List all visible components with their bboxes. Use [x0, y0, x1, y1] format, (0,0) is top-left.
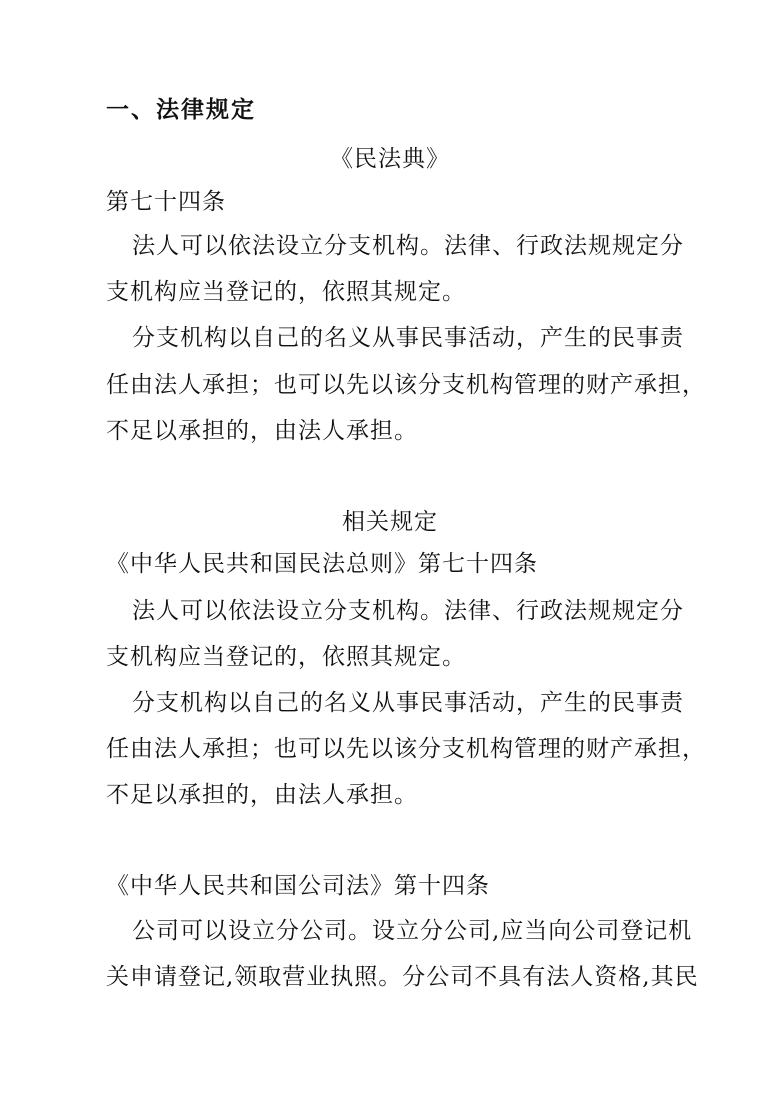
general-principles-para1-line: 法人可以依法设立分支机构。法律、行政法规规定分	[132, 598, 684, 624]
civil-code-para2-line: 任由法人承担；也可以先以该分支机构管理的财产承担，	[106, 372, 706, 398]
section-heading: 一、法律规定	[106, 96, 256, 123]
civil-code-para2-line: 不足以承担的，由法人承担。	[106, 418, 418, 444]
general-principles-para2-line: 分支机构以自己的名义从事民事活动，产生的民事责	[132, 690, 684, 716]
company-law-article-title: 《中华人民共和国公司法》第十四条	[106, 873, 490, 899]
civil-code-para1-line: 法人可以依法设立分支机构。法律、行政法规规定分	[132, 233, 684, 259]
civil-code-para2-line: 分支机构以自己的名义从事民事活动，产生的民事责	[132, 325, 684, 351]
civil-code-article-title: 第七十四条	[106, 189, 226, 215]
related-provisions-title: 相关规定	[342, 509, 438, 535]
company-law-para1-line: 关申请登记,领取营业执照。分公司不具有法人资格,其民	[106, 964, 699, 990]
civil-code-para1-line: 支机构应当登记的，依照其规定。	[106, 279, 466, 305]
civil-code-title: 《民法典》	[330, 146, 450, 172]
general-principles-para2-line: 不足以承担的，由法人承担。	[106, 782, 418, 808]
general-principles-para2-line: 任由法人承担；也可以先以该分支机构管理的财产承担，	[106, 736, 706, 762]
general-principles-para1-line: 支机构应当登记的，依照其规定。	[106, 644, 466, 670]
company-law-para1-line: 公司可以设立分公司。设立分公司,应当向公司登记机	[132, 918, 693, 944]
general-principles-article-title: 《中华人民共和国民法总则》第七十四条	[106, 551, 538, 577]
